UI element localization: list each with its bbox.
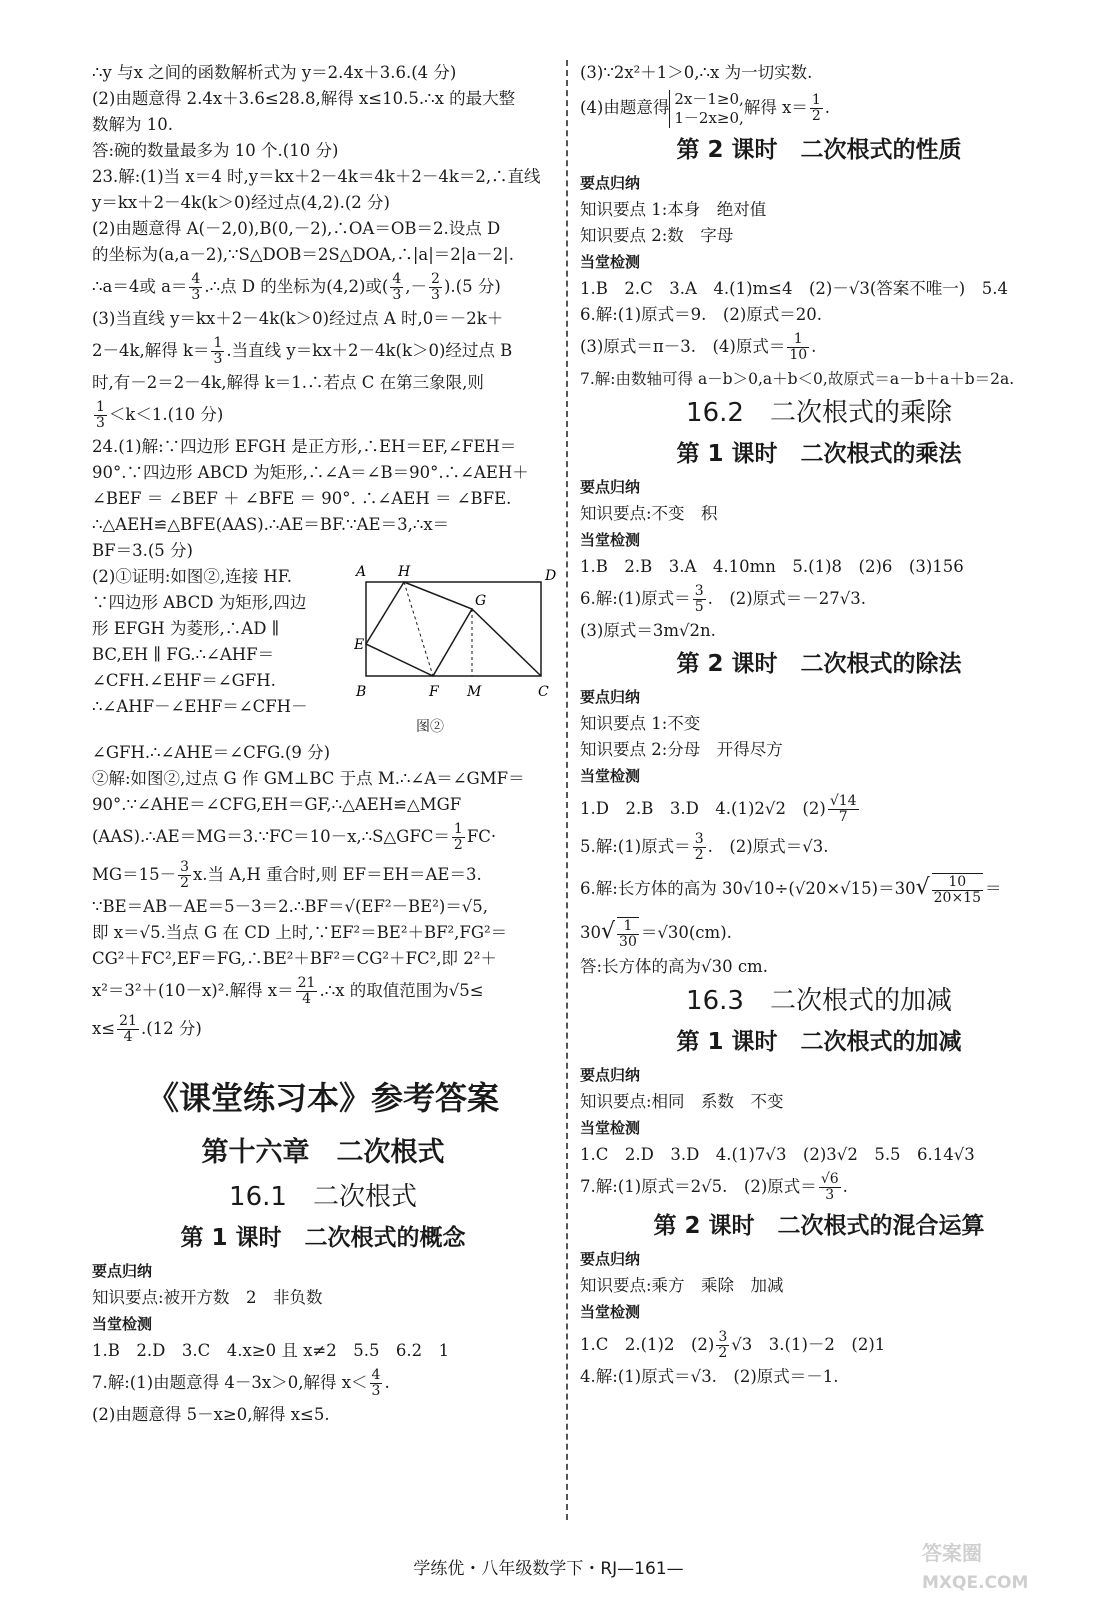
text-line: ∴y 与x 之间的函数解析式为 y＝2.4x＋3.6.(4 分) xyxy=(92,63,457,82)
text-line: (3)原式＝3m√2n. xyxy=(580,621,716,640)
watermark-bottom-text: MXQE.COM xyxy=(922,1573,1029,1593)
label-c: C xyxy=(538,684,549,700)
subheading: 要点归纳 xyxy=(92,1262,153,1280)
label-d: D xyxy=(545,568,557,584)
text-fragment: ∴a＝4或 a＝ xyxy=(92,277,188,296)
fraction xyxy=(189,272,202,303)
text-line: 知识要点 2:分母 开得尽方 xyxy=(580,740,783,759)
chapter-heading: 第十六章 二次根式 xyxy=(201,1137,445,1168)
numerator: 1 xyxy=(213,335,223,351)
text-fragment: 解得 x＝ xyxy=(743,98,808,117)
text-line: 90°.∵∠AHE＝∠CFG,EH＝GF,∴△AEH≌△MGF xyxy=(92,795,462,814)
text-fragment: ,－ xyxy=(405,277,428,296)
denominator: 7 xyxy=(838,809,848,825)
numerator: 3 xyxy=(694,831,704,847)
subheading: 要点归纳 xyxy=(580,1066,641,1084)
lesson-heading: 第 1 课时 二次根式的概念 xyxy=(180,1225,466,1251)
text-line: BF＝3.(5 分) xyxy=(92,541,193,560)
text-fragment: (AAS).∴AE＝MG＝3.∵FC＝10－x,∴S△GFC＝ xyxy=(92,827,450,846)
text-line xyxy=(92,1364,554,1402)
label-f: F xyxy=(429,684,439,700)
text-line: ∠BEF ＝ ∠BEF ＋ ∠BFE ＝ 90°. ∴∠AEH ＝ ∠BFE. xyxy=(92,489,512,508)
text-line xyxy=(580,1326,1058,1364)
fraction xyxy=(94,400,107,431)
text-line: 90°.∵四边形 ABCD 为矩形,∴∠A＝∠B＝90°.∴∠AEH＋ xyxy=(92,463,529,482)
fraction xyxy=(429,272,442,303)
subheading: 当堂检测 xyxy=(580,253,641,271)
denominator: 2 xyxy=(180,875,189,891)
text-line: 知识要点:相同 系数 不变 xyxy=(580,1092,784,1111)
numerator: 3 xyxy=(180,859,189,875)
text-line: 7.解:由数轴可得 a－b＞0,a＋b＜0,故原式＝a－b＋a＋b＝2a. xyxy=(580,370,1015,388)
denominator: 4 xyxy=(123,1029,133,1045)
dashed-hf xyxy=(404,582,433,676)
text-line: 24.(1)解:∵四边形 EFGH 是正方形,∴EH＝EF,∠FEH＝ xyxy=(92,437,517,456)
text-line: BC,EH ∥ FG.∴∠AHF＝ xyxy=(92,645,275,664)
text-line: CG²＋FC²,EF＝FG,∴BE²＋BF²＝CG²＋FC²,即 2²＋ xyxy=(92,949,497,968)
text-line: ∵BE＝AB－AE＝5－3＝2.∴BF＝√(EF²－BE²)＝√5, xyxy=(92,897,489,916)
lesson-heading: 第 2 课时 二次根式的混合运算 xyxy=(653,1213,985,1239)
text-line: 即 x＝√5.当点 G 在 CD 上时,∵EF²＝BE²＋BF²,FG²＝ xyxy=(92,923,508,942)
fraction xyxy=(452,822,465,853)
subheading: 当堂检测 xyxy=(92,1315,153,1333)
fraction xyxy=(117,1014,139,1045)
denominator: 3 xyxy=(213,351,223,367)
lesson-heading: 第 2 课时 二次根式的除法 xyxy=(676,651,962,677)
text-fragment: 1.D 2.B 3.D 4.(1)2√2 (2) xyxy=(580,799,826,818)
text-fragment: (3)原式＝π－3. (4)原式＝ xyxy=(580,337,786,356)
fraction xyxy=(296,976,318,1007)
text-line: 1.B 2.C 3.A 4.(1)m≤4 (2)－√3(答案不唯一) 5.4 xyxy=(580,279,1008,298)
text-fragment: (4)由题意得 xyxy=(580,98,670,117)
fraction xyxy=(787,332,809,363)
text-fragment: . xyxy=(811,337,817,356)
text-fragment: ＜k＜1.(10 分) xyxy=(108,405,224,424)
label-h: H xyxy=(398,564,411,580)
numerator: 2 xyxy=(431,271,440,287)
text-fragment: x²＝3²＋(10－x)².解得 x＝ xyxy=(92,981,294,1000)
section-heading: 16.3 二次根式的加减 xyxy=(686,986,952,1016)
label-m: M xyxy=(467,684,482,700)
text-line xyxy=(580,911,1058,954)
numerator: 21 xyxy=(119,1013,137,1029)
text-fragment: . xyxy=(384,1373,390,1392)
text-line: (3)当直线 y＝kx＋2－4k(k＞0)经过点 A 时,0＝－2k＋ xyxy=(92,309,504,328)
text-line xyxy=(580,790,1058,828)
denominator: 2 xyxy=(718,1345,728,1361)
text-line: 知识要点:不变 积 xyxy=(580,504,718,523)
text-line xyxy=(580,86,1058,130)
fraction xyxy=(693,584,706,615)
numerator: 4 xyxy=(371,1367,381,1383)
text-fragment: . (2)原式＝－27√3. xyxy=(707,589,866,608)
text-line: ∠CFH.∠EHF＝∠GFH. xyxy=(92,671,276,690)
text-line: 知识要点:被开方数 2 非负数 xyxy=(92,1288,323,1307)
fraction xyxy=(716,1330,729,1361)
text-fragment: ).(5 分) xyxy=(443,277,501,296)
text-fragment: .∴点 D 的坐标为(4,2)或( xyxy=(204,277,389,296)
text-fragment: x.当 A,H 重合时,则 EF＝EH＝AE＝3. xyxy=(193,865,482,884)
text-line: (3)∵2x²＋1＞0,∴x 为一切实数. xyxy=(580,63,813,82)
numerator: 21 xyxy=(297,975,316,991)
column-divider xyxy=(566,60,568,1520)
denominator: 4 xyxy=(302,991,311,1007)
fraction xyxy=(819,1172,841,1203)
denominator: 30 xyxy=(619,934,637,950)
watermark-logo xyxy=(918,1534,1068,1596)
numerator: √14 xyxy=(829,793,857,809)
denominator: 2 xyxy=(453,837,463,853)
text-line: 形 EFGH 为菱形,∴AD ∥ xyxy=(92,619,280,638)
segment-gc xyxy=(472,609,541,676)
text-line: 数解为 10. xyxy=(92,115,173,134)
subheading: 当堂检测 xyxy=(580,767,641,785)
text-line: (2)由题意得 5－x≥0,解得 x≤5. xyxy=(92,1405,330,1424)
text-fragment: 6.解:(1)原式＝ xyxy=(580,589,691,608)
text-fragment: 1.C 2.(1)2 (2) xyxy=(580,1335,715,1354)
text-fragment: 6.解:长方体的高为 30√10÷(√20×√15)＝30 xyxy=(580,879,916,898)
lesson-heading: 第 2 课时 二次根式的性质 xyxy=(676,137,962,163)
denominator: 2 xyxy=(694,847,704,863)
text-line xyxy=(580,328,1058,366)
subheading: 要点归纳 xyxy=(580,478,641,496)
lesson-heading: 第 1 课时 二次根式的加减 xyxy=(676,1029,962,1055)
denominator: 3 xyxy=(191,287,201,303)
text-fragment: x≤ xyxy=(92,1019,116,1038)
fraction xyxy=(828,794,859,825)
text-line xyxy=(92,1010,554,1048)
text-line xyxy=(580,580,1058,618)
section-heading: 16.2 二次根式的乘除 xyxy=(686,398,952,428)
text-fragment: 5.解:(1)原式＝ xyxy=(580,837,691,856)
text-fragment: FC· xyxy=(466,827,497,846)
page-footer: 学练优・八年级数学下・RJ—161— xyxy=(413,1559,684,1579)
fraction xyxy=(932,873,983,906)
numerator: 1 xyxy=(787,332,809,348)
label-g: G xyxy=(475,593,487,609)
book-answer-title: 《课堂练习本》参考答案 xyxy=(146,1079,499,1117)
subheading: 要点归纳 xyxy=(580,174,641,192)
figure-caption: 图② xyxy=(416,719,444,735)
denominator: 2 xyxy=(811,108,821,124)
left-column xyxy=(92,60,557,1428)
denominator: 3 xyxy=(371,1383,381,1399)
geometry-figure xyxy=(354,564,559,740)
text-fragment: ＝ xyxy=(984,879,1002,898)
rectangle-figure-svg xyxy=(354,564,559,740)
text-line: 1.B 2.B 3.A 4.10mn 5.(1)8 (2)6 (3)156 xyxy=(580,557,964,576)
text-line: (2)①证明:如图②,连接 HF. xyxy=(92,567,292,586)
numerator: 4 xyxy=(191,271,201,287)
numerator: 3 xyxy=(718,1329,728,1345)
label-b: B xyxy=(356,684,367,700)
text-line: 知识要点:乘方 乘除 加减 xyxy=(580,1276,784,1295)
numerator: 1 xyxy=(811,92,821,108)
radical-sign: √ xyxy=(601,919,616,944)
text-line xyxy=(92,332,554,370)
text-line: 知识要点 1:不变 xyxy=(580,714,701,733)
denominator: 3 xyxy=(431,287,440,303)
text-line: 时,有－2＝2－4k,解得 k＝1.∴若点 C 在第三象限,则 xyxy=(92,373,484,392)
subheading: 要点归纳 xyxy=(580,688,641,706)
numerator: 10 xyxy=(932,875,983,891)
label-e: E xyxy=(354,637,365,653)
fraction xyxy=(810,93,823,124)
numerator: 1 xyxy=(96,399,105,415)
numerator: √6 xyxy=(820,1171,839,1187)
text-line: 1.C 2.D 3.D 4.(1)7√3 (2)3√2 5.5 6.14√3 xyxy=(580,1145,975,1164)
text-line: 4.解:(1)原式＝√3. (2)原式＝－1. xyxy=(580,1367,839,1386)
text-line: 1.B 2.D 3.C 4.x≥0 且 x≠2 5.5 6.2 1 xyxy=(92,1341,450,1360)
figure-block xyxy=(92,564,557,740)
text-line: 知识要点 1:本身 绝对值 xyxy=(580,200,767,219)
text-fragment: 7.解:(1)由题意得 4－3x＞0,解得 x＜ xyxy=(92,1373,368,1392)
text-line: 知识要点 2:数 字母 xyxy=(580,226,734,245)
text-line: 的坐标为(a,a－2),∵S△DOB＝2S△DOA,∴|a|＝2|a－2|. xyxy=(92,245,514,264)
inequality-system xyxy=(669,90,743,128)
text-line xyxy=(92,396,554,434)
text-line xyxy=(580,828,1058,866)
text-fragment: .(12 分) xyxy=(140,1019,202,1038)
denominator: 3 xyxy=(392,287,402,303)
text-line: ∠GFH.∴∠AHE＝∠CFG.(9 分) xyxy=(92,743,331,762)
denominator: 10 xyxy=(789,347,808,363)
numerator: 1 xyxy=(617,919,639,935)
denominator: 5 xyxy=(694,599,704,615)
subheading: 要点归纳 xyxy=(580,1250,641,1268)
text-line: ②解:如图②,过点 G 作 GM⊥BC 于点 M.∴∠A＝∠GMF＝ xyxy=(92,769,525,788)
text-fragment: MG＝15－ xyxy=(92,865,177,884)
text-line xyxy=(92,818,554,856)
text-line xyxy=(580,1168,1058,1206)
text-fragment: .∴x 的取值范围为√5≤ xyxy=(319,981,484,1000)
text-fragment: . xyxy=(842,1177,848,1196)
text-line: 答:长方体的高为√30 cm. xyxy=(580,957,768,976)
numerator: 4 xyxy=(392,271,402,287)
radical-sign: √ xyxy=(915,875,930,900)
fraction xyxy=(693,832,706,863)
right-column xyxy=(580,60,1058,1390)
denominator: 20×15 xyxy=(933,890,981,906)
text-line xyxy=(92,856,554,894)
text-line: (2)由题意得 2.4x＋3.6≤28.8,解得 x≤10.5.∴x 的最大整 xyxy=(92,89,516,108)
lesson-heading: 第 1 课时 二次根式的乘法 xyxy=(676,441,962,467)
fraction xyxy=(390,272,403,303)
text-fragment: .当直线 y＝kx＋2－4k(k＞0)经过点 B xyxy=(226,341,513,360)
text-line: y＝kx＋2－4k(k＞0)经过点(4,2).(2 分) xyxy=(92,193,390,212)
denominator: 3 xyxy=(96,415,105,431)
label-a: A xyxy=(356,564,367,580)
text-line: ∴△AEH≌△BFE(AAS).∴AE＝BF.∵AE＝3,∴x＝ xyxy=(92,515,450,534)
text-fragment: 30 xyxy=(580,923,601,942)
text-fragment: 7.解:(1)原式＝2√5. (2)原式＝ xyxy=(580,1177,817,1196)
fraction xyxy=(178,860,191,891)
text-fragment: . xyxy=(824,98,831,117)
text-line xyxy=(92,268,554,306)
fraction xyxy=(617,917,639,950)
subheading: 当堂检测 xyxy=(580,1119,641,1137)
numerator: 3 xyxy=(694,583,704,599)
text-line: ∴∠AHF－∠EHF＝∠CFH－ xyxy=(92,697,308,716)
denominator: 3 xyxy=(825,1187,835,1203)
rectangle-abcd xyxy=(366,582,541,676)
figure-side-text xyxy=(92,564,350,720)
text-fragment: √3 3.(1)－2 (2)1 xyxy=(731,1335,886,1354)
subheading: 当堂检测 xyxy=(580,1303,641,1321)
text-fragment: ＝√30(cm). xyxy=(640,923,732,942)
text-line: ∵四边形 ABCD 为矩形,四边 xyxy=(92,593,307,612)
text-line: 6.解:(1)原式＝9. (2)原式＝20. xyxy=(580,305,823,324)
fraction xyxy=(370,1368,383,1399)
text-line: 23.解:(1)当 x＝4 时,y＝kx＋2－4k＝4k＋2－4k＝2,∴直线 xyxy=(92,167,541,186)
numerator: 1 xyxy=(453,821,463,837)
inequality-line: 1－2x≥0, xyxy=(674,108,744,127)
text-line: 答:碗的数量最多为 10 个.(10 分) xyxy=(92,141,339,160)
text-fragment: 2－4k,解得 k＝ xyxy=(92,341,210,360)
inequality-line: 2x－1≥0, xyxy=(674,89,744,108)
fraction xyxy=(211,336,224,367)
text-fragment: . (2)原式＝√3. xyxy=(707,837,829,856)
subheading: 当堂检测 xyxy=(580,531,641,549)
text-line xyxy=(92,972,554,1010)
text-line xyxy=(580,866,1058,911)
watermark-top-text: 答案圈 xyxy=(922,1541,982,1565)
section-heading: 16.1 二次根式 xyxy=(229,1182,417,1212)
text-line: (2)由题意得 A(－2,0),B(0,－2),∴OA＝OB＝2.设点 D xyxy=(92,219,501,238)
